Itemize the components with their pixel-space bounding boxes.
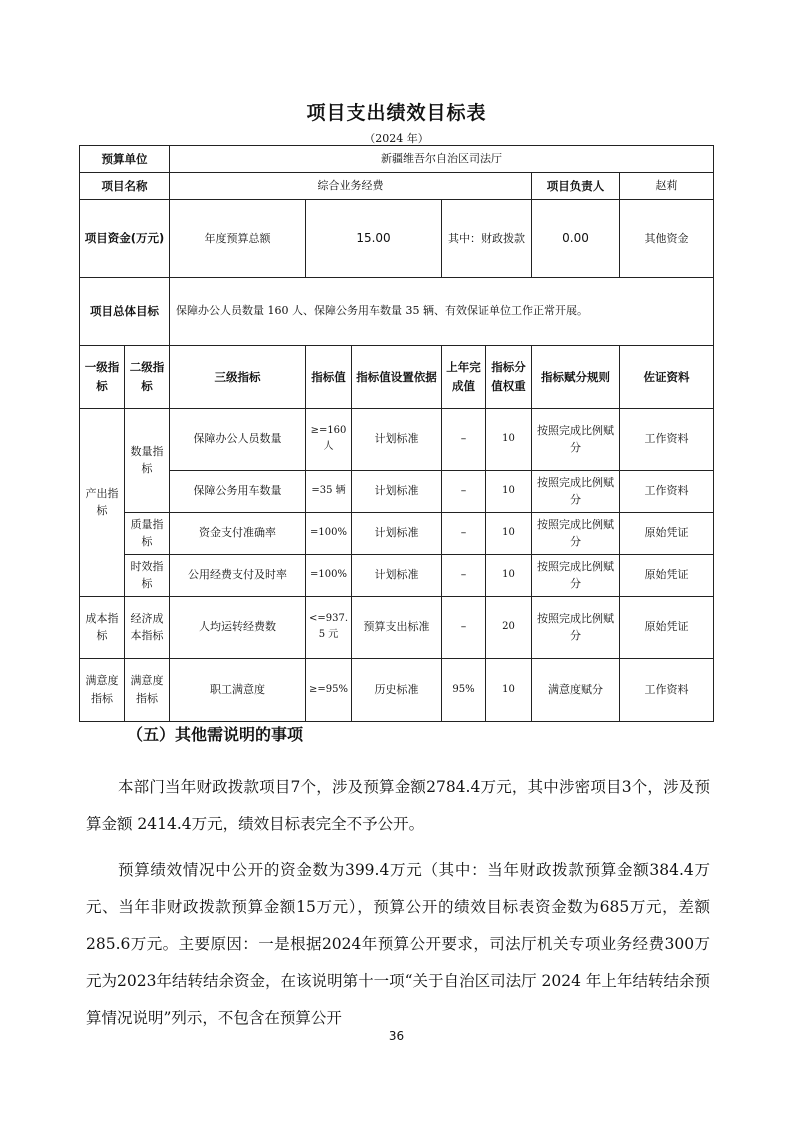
indicator-name: 保障公务用车数量 <box>170 470 306 512</box>
project-name-value: 综合业务经费 <box>170 173 532 200</box>
indicator-last-year: – <box>442 408 486 470</box>
performance-target-table <box>79 145 714 722</box>
indicator-weight: 20 <box>486 596 532 658</box>
indicator-last-year: – <box>442 470 486 512</box>
paragraph: 预算绩效情况中公开的资金数为399.4万元（其中：当年财政拨款预算金额384.4万元、当年非财政拨款预算金额15万元），预算公开的绩效目标表资金数为685万元，差额285.6万元。主要原因：一是根据2024年预算公开要求，司法厅机关专项业务经费300万元为2023年结转结余资金，在该说明第十一项“关于自治区司法厅 2024 年上年结转结余预算情况说明”列示，不包含在预算公开 <box>86 861 710 1027</box>
goal-label: 项目总体目标 <box>80 277 170 345</box>
table-row <box>80 658 714 721</box>
indicator-name: 职工满意度 <box>170 658 306 721</box>
indicator-weight: 10 <box>486 658 532 721</box>
indicator-rule: 按照完成比例赋分 <box>532 554 620 596</box>
paragraph: 本部门当年财政拨款项目7个，涉及预算金额2784.4万元，其中涉密项目3个，涉及预算金额 2414.4万元，绩效目标表完全不予公开。 <box>86 778 710 833</box>
budget-unit-label: 预算单位 <box>80 146 170 173</box>
indicator-rule: 按照完成比例赋分 <box>532 470 620 512</box>
indicator-evidence: 工作资料 <box>620 658 714 721</box>
fiscal-label: 其中：财政拨款 <box>442 200 532 278</box>
indicator-basis: 计划标准 <box>352 408 442 470</box>
indicator-basis: 预算支出标准 <box>352 596 442 658</box>
indicator-weight: 10 <box>486 408 532 470</box>
table-row <box>80 512 714 554</box>
indicator-weight: 10 <box>486 554 532 596</box>
table-row <box>80 200 714 278</box>
year-label: （2024 年） <box>364 132 429 145</box>
indicator-name: 资金支付准确率 <box>170 512 306 554</box>
indicator-last-year: – <box>442 554 486 596</box>
header-basis: 指标值设置依据 <box>352 345 442 408</box>
indicator-evidence: 工作资料 <box>620 408 714 470</box>
group-output: 产出指标 <box>80 408 125 596</box>
header-level3: 三级指标 <box>170 345 306 408</box>
group-quantity: 数量指标 <box>125 408 170 512</box>
fund-label: 项目资金(万元) <box>80 200 170 278</box>
group-quality: 质量指标 <box>125 512 170 554</box>
indicator-value: ≥=95% <box>306 658 352 721</box>
group-timeliness: 时效指标 <box>125 554 170 596</box>
goal-value: 保障办公人员数量 160 人、保障公务用车数量 35 辆、有效保证单位工作正常开展。 <box>170 277 714 345</box>
group-cost: 成本指标 <box>80 596 125 658</box>
indicator-rule: 按照完成比例赋分 <box>532 408 620 470</box>
indicator-value: =100% <box>306 512 352 554</box>
group-economic-cost: 经济成本指标 <box>125 596 170 658</box>
indicator-name: 公用经费支付及时率 <box>170 554 306 596</box>
indicator-evidence: 原始凭证 <box>620 554 714 596</box>
section-heading: （五）其他需说明的事项 <box>127 725 304 744</box>
table-row <box>80 277 714 345</box>
indicator-basis: 历史标准 <box>352 658 442 721</box>
indicator-value: ≥=160人 <box>306 408 352 470</box>
header-level1: 一级指标 <box>80 345 125 408</box>
indicator-last-year: – <box>442 512 486 554</box>
group-satisfaction-sub: 满意度指标 <box>125 658 170 721</box>
indicator-rule: 按照完成比例赋分 <box>532 512 620 554</box>
annual-budget-value: 15.00 <box>306 200 442 278</box>
indicator-rule: 按照完成比例赋分 <box>532 596 620 658</box>
indicator-value: =35 辆 <box>306 470 352 512</box>
table-row <box>80 596 714 658</box>
indicator-last-year: 95% <box>442 658 486 721</box>
header-level2: 二级指标 <box>125 345 170 408</box>
indicator-basis: 计划标准 <box>352 470 442 512</box>
indicator-value: =100% <box>306 554 352 596</box>
header-weight: 指标分值权重 <box>486 345 532 408</box>
group-satisfaction: 满意度指标 <box>80 658 125 721</box>
header-evidence: 佐证资料 <box>620 345 714 408</box>
other-label: 其他资金 <box>620 200 714 278</box>
project-name-label: 项目名称 <box>80 173 170 200</box>
table-row <box>80 146 714 173</box>
table-row <box>80 470 714 512</box>
annual-budget-label: 年度预算总额 <box>170 200 306 278</box>
table-row <box>80 345 714 408</box>
indicator-weight: 10 <box>486 512 532 554</box>
indicator-name: 人均运转经费数 <box>170 596 306 658</box>
indicator-basis: 计划标准 <box>352 512 442 554</box>
indicator-rule: 满意度赋分 <box>532 658 620 721</box>
indicator-name: 保障办公人员数量 <box>170 408 306 470</box>
header-rule: 指标赋分规则 <box>532 345 620 408</box>
budget-unit-value: 新疆维吾尔自治区司法厅 <box>170 146 714 173</box>
table-row <box>80 408 714 470</box>
fiscal-value: 0.00 <box>532 200 620 278</box>
page-number: 36 <box>388 1029 405 1043</box>
page-title: 项目支出绩效目标表 <box>306 102 487 124</box>
table-row <box>80 173 714 200</box>
indicator-value: <=937.5 元 <box>306 596 352 658</box>
indicator-evidence: 原始凭证 <box>620 512 714 554</box>
project-leader-value: 赵莉 <box>620 173 714 200</box>
header-value: 指标值 <box>306 345 352 408</box>
indicator-basis: 计划标准 <box>352 554 442 596</box>
header-last-year: 上年完成值 <box>442 345 486 408</box>
table-row <box>80 554 714 596</box>
project-leader-label: 项目负责人 <box>532 173 620 200</box>
indicator-evidence: 工作资料 <box>620 470 714 512</box>
indicator-weight: 10 <box>486 470 532 512</box>
indicator-last-year: – <box>442 596 486 658</box>
indicator-evidence: 原始凭证 <box>620 596 714 658</box>
